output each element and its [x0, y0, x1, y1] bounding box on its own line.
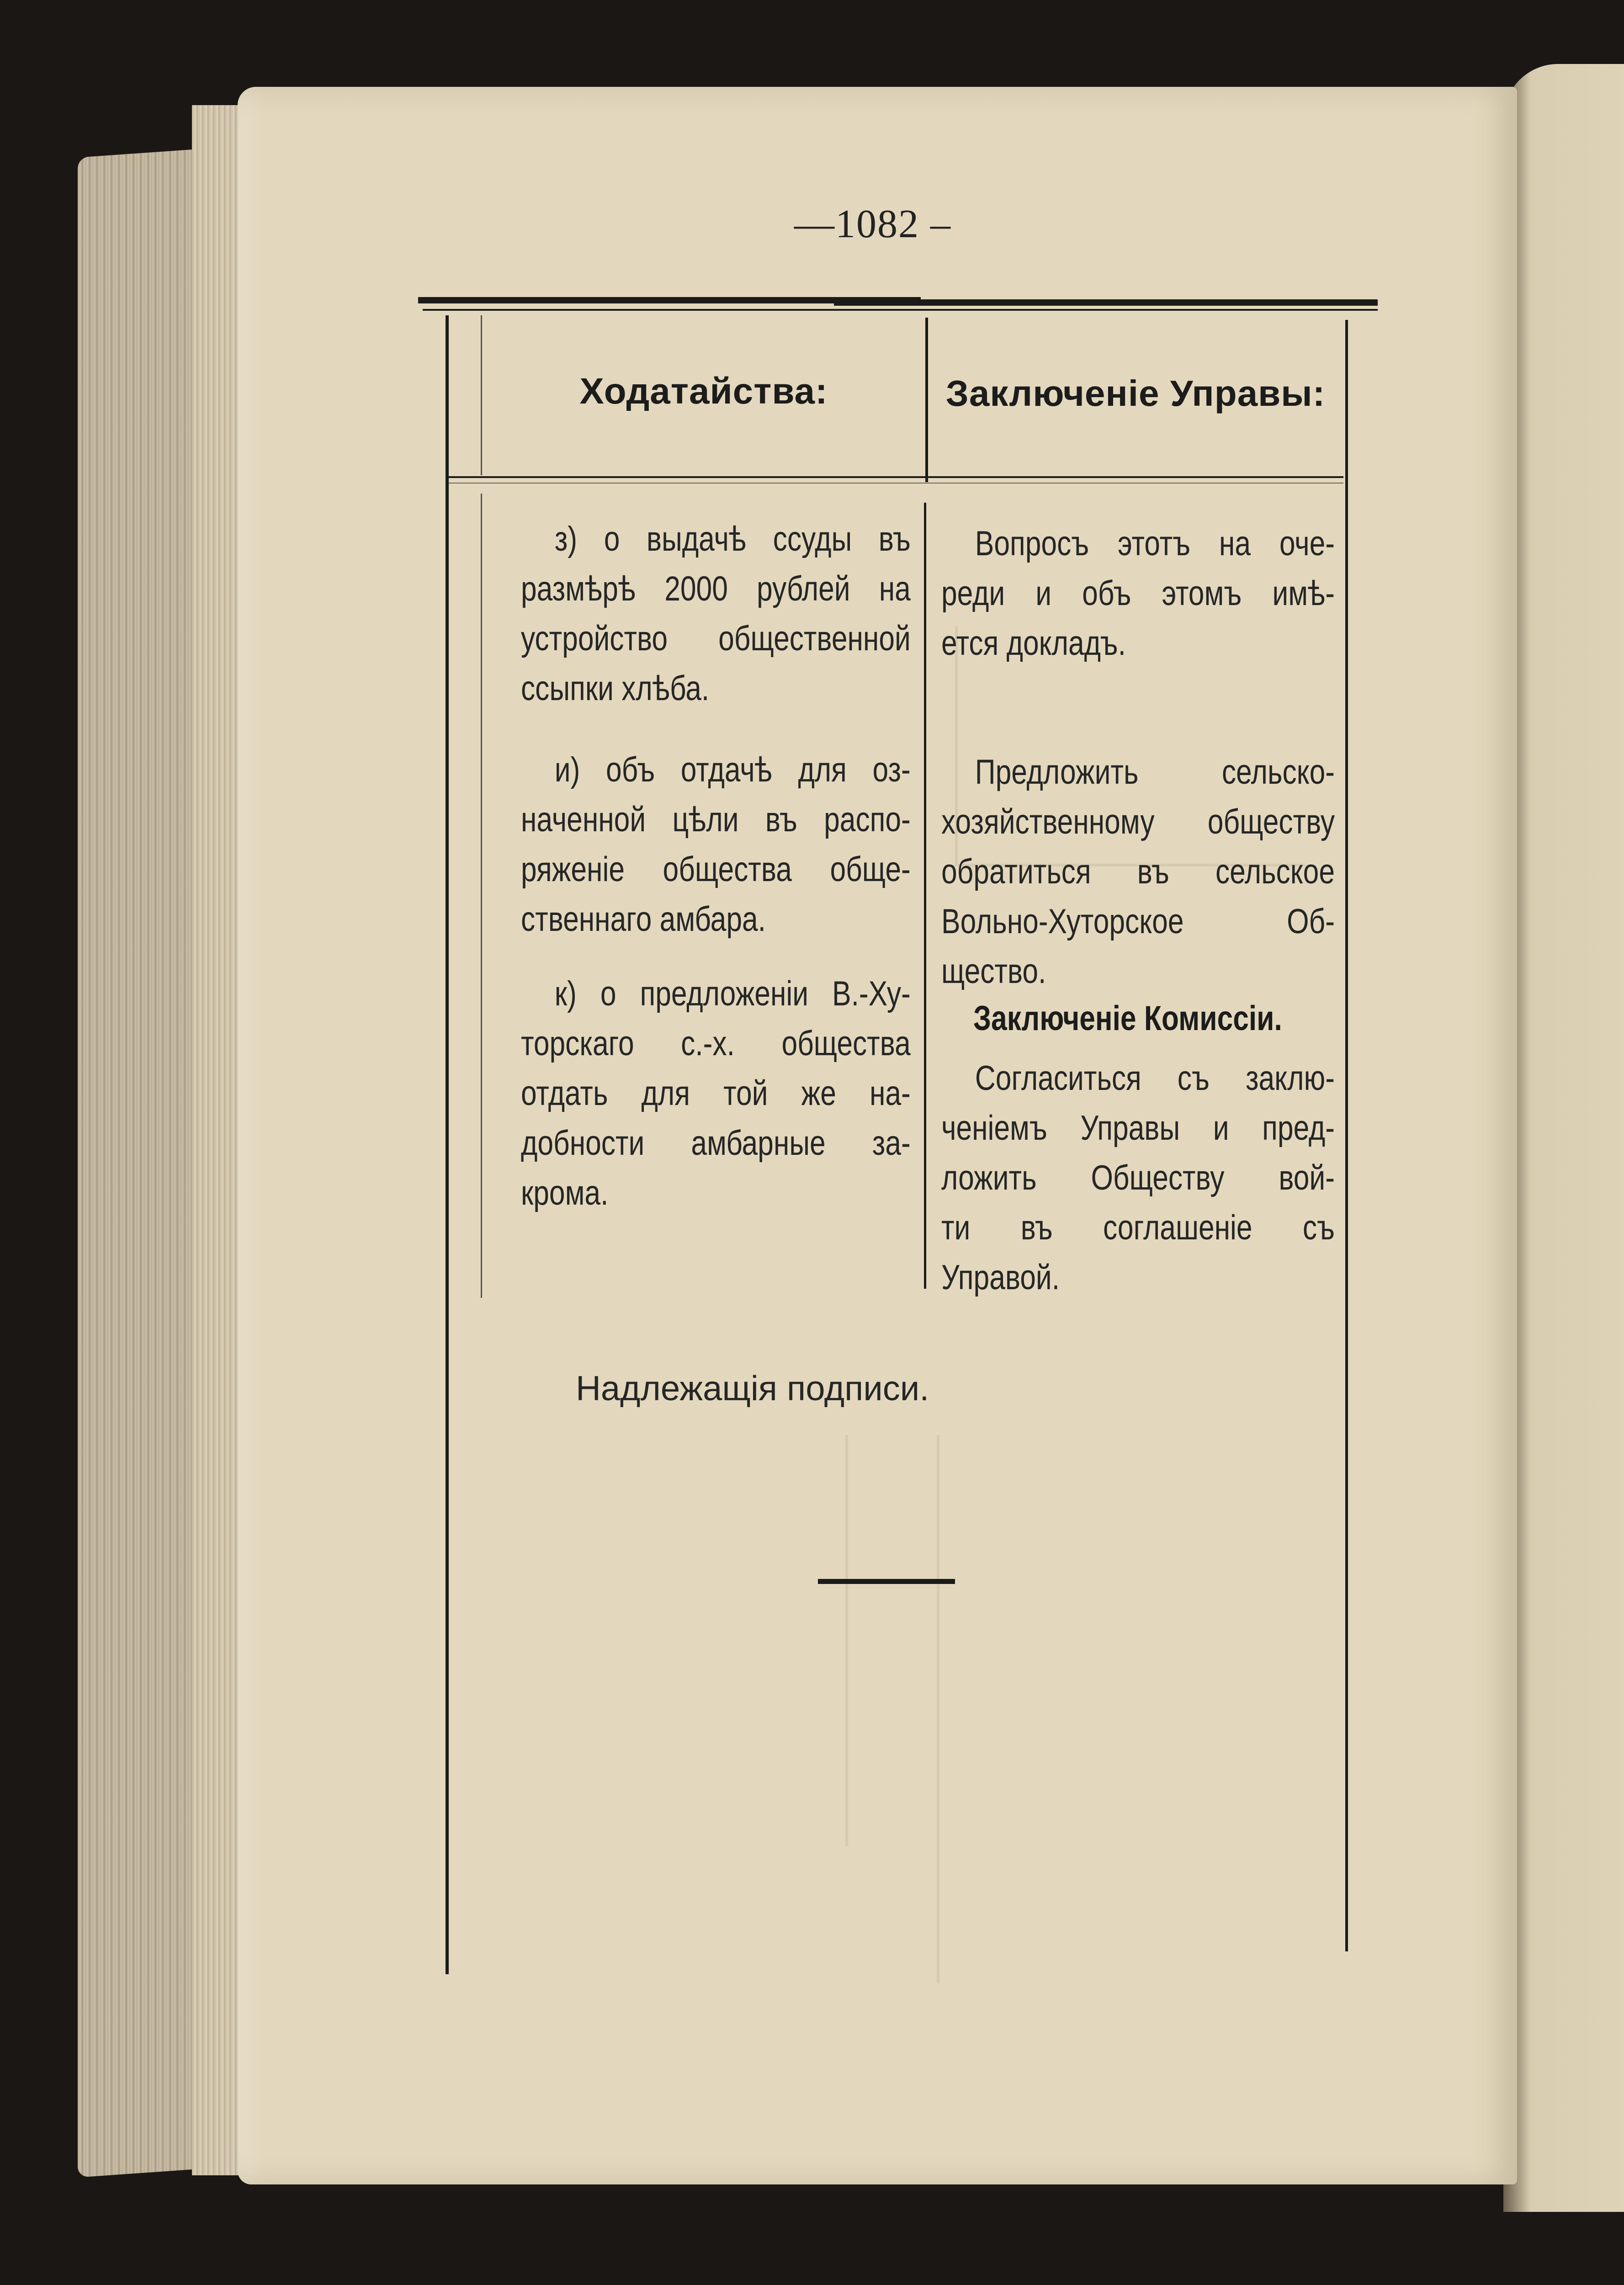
petition-z-line: устройство общественной [521, 619, 911, 658]
conclusion-i-line: Вольно-Хуторское Об- [941, 902, 1335, 941]
conclusion-column-header: Заключеніе Управы: [945, 373, 1326, 414]
commission-heading: Заключеніе Комиссіи. [973, 999, 1282, 1038]
conclusion-i-line: обратиться въ сельское [941, 852, 1335, 891]
petition-z [521, 514, 911, 713]
commission-line: Согласиться съ заклю- [975, 1059, 1335, 1098]
conclusion-z [941, 519, 1335, 668]
top-rule-thin [423, 309, 1378, 311]
table-left-border [446, 315, 449, 1974]
petition-i-line: и) объ отдачѣ для оз- [554, 750, 911, 789]
commission-line: ти въ соглашеніе съ [941, 1208, 1335, 1247]
petition-k-line: торскаго с.-х. общества [521, 1024, 911, 1063]
petition-i-line: наченной цѣли въ распо- [521, 800, 911, 839]
table-left-inner-border [481, 315, 482, 475]
petition-i-line: ственнаго амбара. [521, 900, 766, 939]
signatures-note: Надлежащія подписи. [576, 1369, 929, 1408]
end-rule [818, 1579, 955, 1584]
conclusion-i [941, 747, 1335, 996]
conclusion-i-line: хозяйственному обществу [941, 802, 1335, 841]
commission-line: ложить Обществу вой- [941, 1158, 1335, 1197]
header-bottom-rule [448, 476, 1343, 478]
petition-k [521, 969, 911, 1218]
petition-z-line: ссыпки хлѣба. [521, 669, 710, 708]
table-right-border [1345, 320, 1348, 1951]
conclusion-z-line: реди и объ этомъ имѣ- [941, 574, 1335, 613]
petition-k-line: отдать для той же на- [521, 1074, 911, 1113]
conclusion-i-line: щество. [941, 952, 1046, 991]
page-number: —1082 – [794, 202, 951, 246]
petition-z-line: размѣрѣ 2000 рублей на [521, 569, 911, 608]
conclusion-z-line: Вопросъ этотъ на оче- [975, 524, 1335, 563]
commission-conclusion [941, 1053, 1335, 1302]
show-through-block-2 [489, 1435, 848, 1846]
facing-page-edge [1503, 64, 1624, 2212]
petitions-column-header: Ходатайства: [579, 371, 828, 411]
commission-line: ченіемъ Управы и пред- [941, 1109, 1335, 1148]
commission-line: Управой. [941, 1258, 1060, 1297]
petition-k-line: к) о предложеніи В.-Ху- [554, 974, 911, 1013]
conclusion-i-line: Предложить сельско- [975, 753, 1335, 792]
header-divider [925, 318, 928, 482]
petition-k-line: крома. [521, 1174, 609, 1212]
top-rule-right [834, 299, 1378, 306]
conclusion-z-line: ется докладъ. [941, 624, 1126, 663]
header-bottom-rule-thin [448, 483, 1343, 484]
petition-z-line: з) о выдачѣ ссуды въ [554, 520, 911, 558]
body-left-inner-border [481, 494, 482, 1298]
column-divider [924, 503, 926, 1289]
petition-i-line: ряженіе общества обще- [521, 850, 911, 889]
petition-k-line: добности амбарные за- [521, 1124, 911, 1163]
show-through-block-3 [937, 1435, 1296, 1983]
petition-i [521, 745, 911, 944]
